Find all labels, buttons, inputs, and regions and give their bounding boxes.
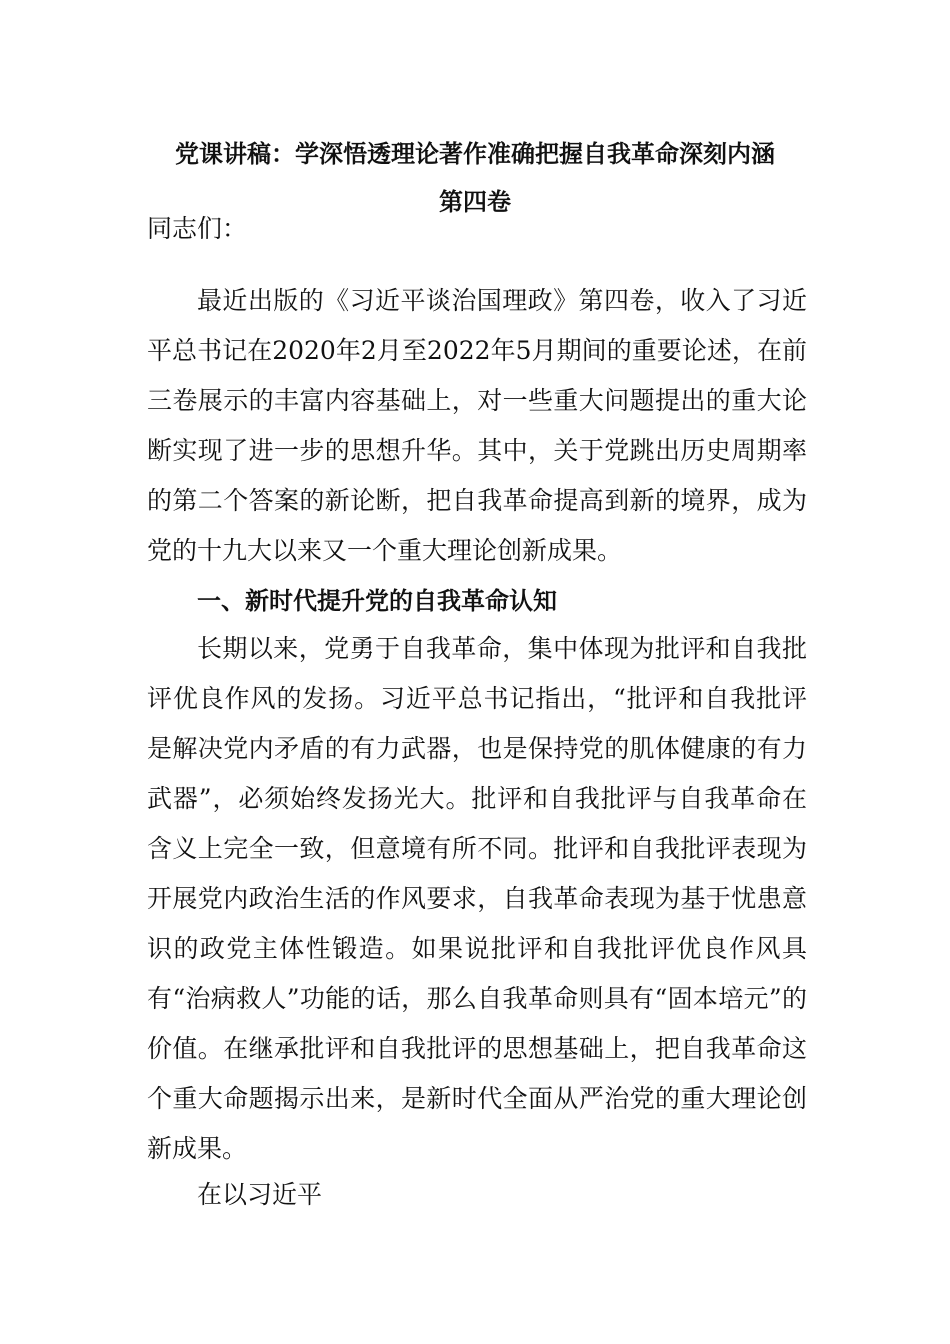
document-subtitle: 第四卷 — [439, 188, 511, 216]
paragraph-intro: 最近出版的《习近平谈治国理政》第四卷，收入了习近平总书记在2020年2月至2022年5月期间的重要论述，在前三卷展示的丰富内容基础上，对一些重大问题提出的重大论断实现了进一步的思想升华。其中，关于党跳出历史周期率的第二个答案的新论断，把自我革命提高到新的境界，成为党的十九大以来又一个重大理论创新成果。 — [147, 286, 807, 565]
paragraph-body: 长期以来，党勇于自我革命，集中体现为批评和自我批评优良作风的发扬。习近平总书记指出，“批评和自我批评是解决党内矛盾的有力武器，也是保持党的肌体健康的有力武器”，必须始终发扬光大。批评和自我批评与自我革命在含义上完全一致，但意境有所不同。批评和自我批评表现为开展党内政治生活的作风要求，自我革命表现为基于忧患意识的政党主体性锻造。如果说批评和自我批评优良作风具有“治病救人”功能的话，那么自我革命则具有“固本培元”的价值。在继承批评和自我批评的思想基础上，把自我革命这个重大命题揭示出来，是新时代全面从严治党的重大理论创新成果。 — [147, 634, 807, 1163]
paragraph-continued: 在以习近平 — [197, 1180, 323, 1209]
salutation: 同志们： — [147, 214, 248, 243]
document-title: 党课讲稿：学深悟透理论著作准确把握自我革命深刻内涵 — [175, 140, 775, 168]
section-heading: 一、新时代提升党的自我革命认知 — [197, 587, 557, 615]
